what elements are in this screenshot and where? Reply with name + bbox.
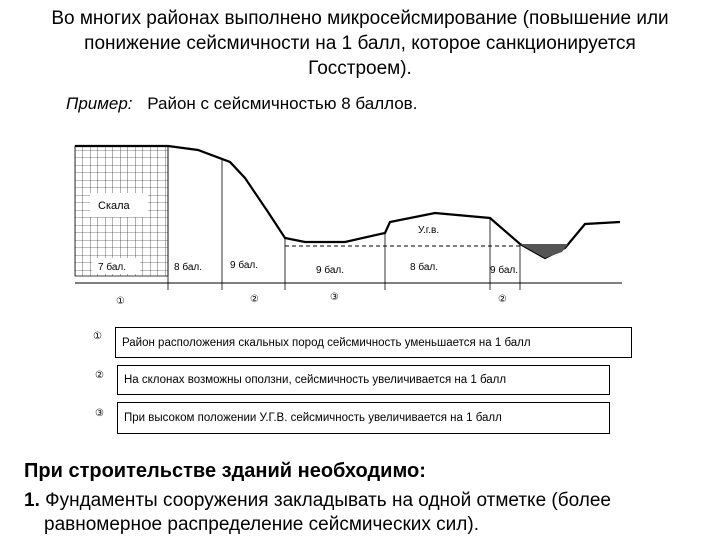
note-2-text: На склонах возможны оползни, сейсмичность увеличивается на 1 балл — [124, 374, 507, 386]
intro-line-2: понижение сейсмичности на 1 балл, которое санкционируется — [84, 33, 636, 54]
note-1-text: Район расположения скальных пород сейсмичность уменьшается на 1 балл — [122, 336, 531, 349]
requirement-line-2: равномерное распределение сейсмических сил). — [44, 514, 479, 535]
zone-label-5: 8 бал. — [410, 262, 439, 273]
groundwater-label: У.г.в. — [418, 225, 440, 236]
zone-marker-3: ③ — [330, 292, 339, 303]
intro-line-1: Во многих районах выполнено микросейсмирование (повышение или — [51, 8, 669, 29]
note-1-box — [115, 327, 632, 358]
zone-label-2: 8 бал. — [174, 262, 203, 273]
note-3-box — [117, 402, 610, 434]
note-2-number: ② — [95, 370, 104, 381]
zone-marker-1: ① — [116, 296, 125, 307]
zone-label-6: 9 бал. — [490, 265, 519, 276]
intro-line-3: Госстроем). — [308, 58, 412, 79]
water-body — [520, 244, 568, 258]
zone-marker-2: ② — [250, 294, 259, 305]
zone-label-3: 9 бал. — [230, 260, 259, 271]
example-label: Пример: — [66, 94, 133, 113]
requirement-line-1: Фундаменты сооружения закладывать на одной отметке (более — [39, 490, 611, 511]
example-text: Район с сейсмичностью 8 баллов. — [147, 94, 418, 113]
requirements-heading: При строительстве зданий необходимо: — [24, 460, 426, 482]
note-2-box — [117, 365, 610, 395]
requirement-item-1 — [24, 489, 704, 537]
note-1-number: ① — [93, 331, 102, 342]
zone-marker-4: ② — [498, 294, 507, 305]
requirement-number: 1. — [24, 490, 40, 511]
zone-label-1: 7 бал. — [98, 262, 127, 273]
zone-label-4: 9 бал. — [316, 265, 345, 276]
rock-label: Скала — [98, 200, 130, 212]
note-3-text: При высоком положении У.Г.В. сейсмичность увеличивается на 1 балл — [124, 412, 502, 424]
note-3-number: ③ — [95, 408, 104, 419]
